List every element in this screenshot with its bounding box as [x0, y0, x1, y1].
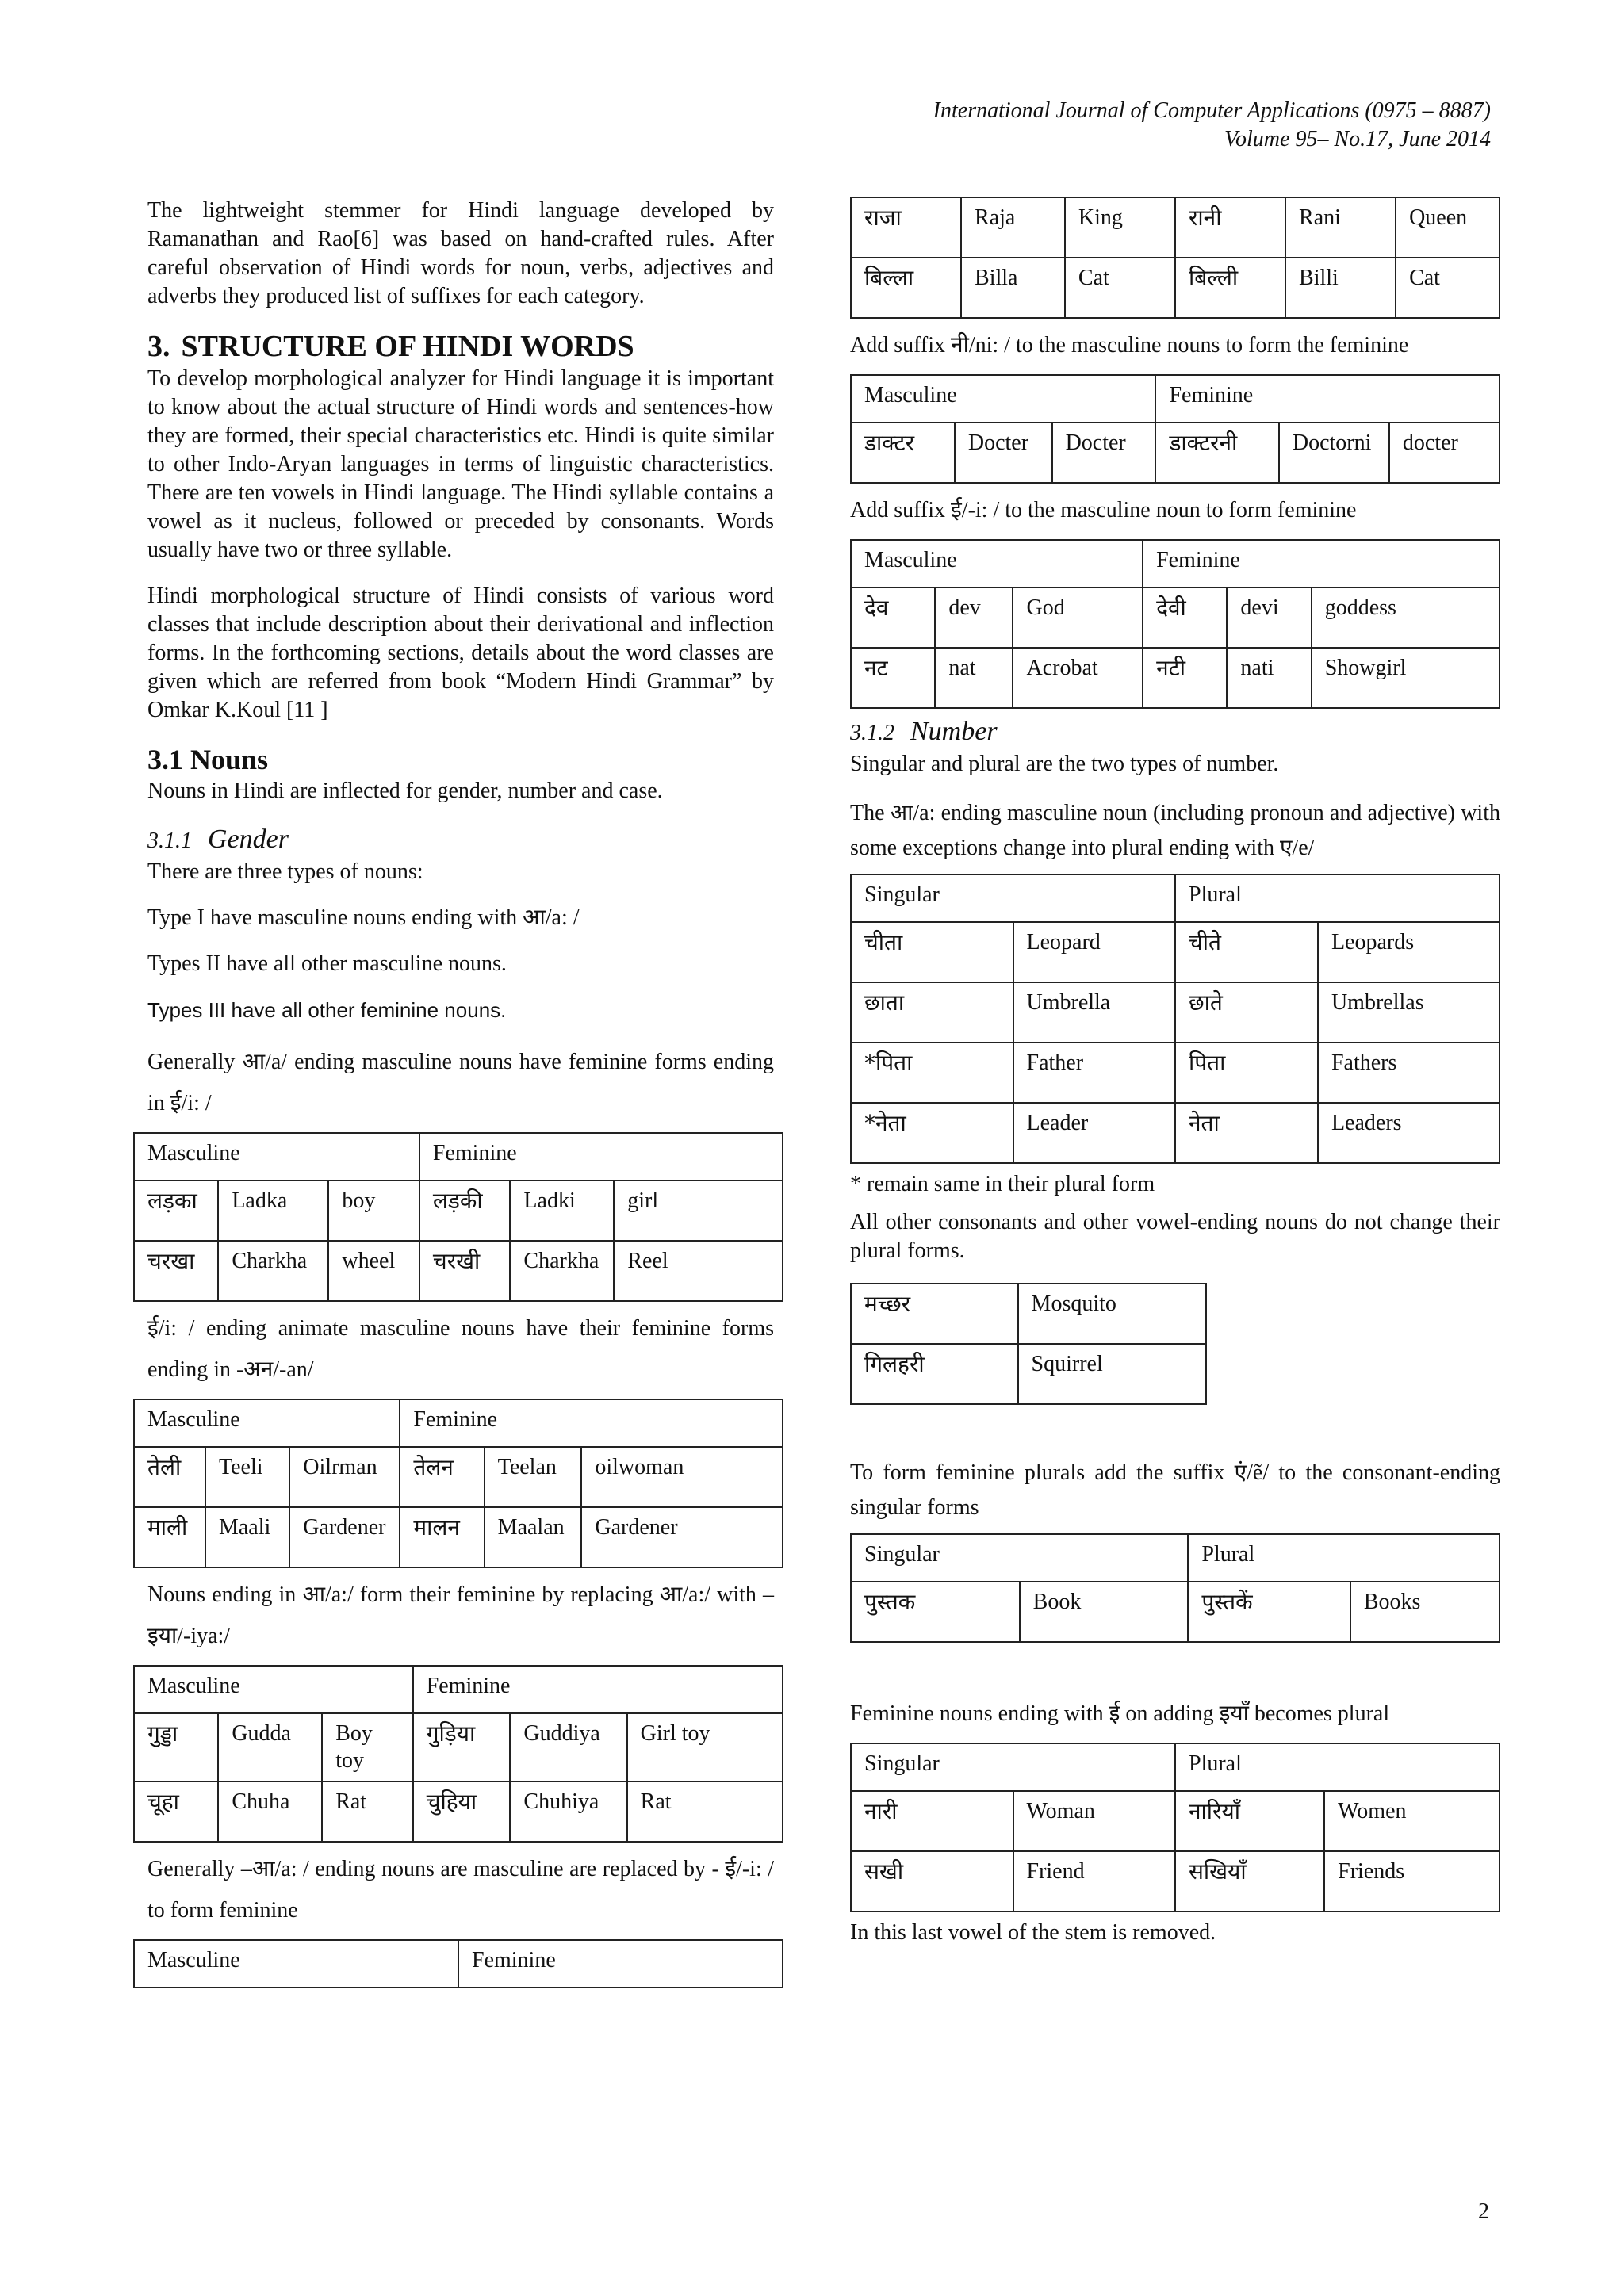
table-cell: Leaders: [1318, 1103, 1500, 1163]
subsection-number: 3.1.1: [147, 828, 192, 853]
rule-2-text: ई/i: / ending animate masculine nouns have their feminine forms ending in -अन/-an/: [147, 1316, 774, 1382]
table-cell: छाता: [851, 982, 1013, 1043]
table-row: [851, 648, 1500, 708]
table-cell: पिता: [1175, 1043, 1318, 1103]
table-cell: Women: [1324, 1791, 1500, 1851]
number-heading: [850, 715, 1500, 750]
table-cell: Cat: [1396, 258, 1500, 318]
table-gender-5: [850, 197, 1500, 319]
header-masculine: Masculine: [134, 1940, 458, 1988]
table-cell: God: [1013, 587, 1143, 648]
table-cell: Book: [1020, 1582, 1189, 1642]
table-cell: boy: [328, 1181, 419, 1241]
table-row: [851, 1103, 1500, 1163]
table-cell: Billi: [1285, 258, 1396, 318]
header-singular: Singular: [851, 874, 1175, 922]
header-masculine: Masculine: [851, 540, 1143, 587]
table-cell: goddess: [1312, 587, 1500, 648]
header-masculine: Masculine: [134, 1133, 419, 1181]
section-3-paragraph-2: Hindi morphological structure of Hindi consists of various word classes that include description about their derivational and inflection forms. In the forthcoming sections, details about the word classes are given which are referred from book “Modern Hindi Grammar” by Omkar K.Koul [11 ]: [147, 584, 774, 722]
table-gender-3: [133, 1665, 783, 1843]
table-gender-6: [850, 374, 1500, 484]
table-gender-4: [133, 1939, 783, 1988]
table-cell: Queen: [1396, 197, 1500, 258]
table-cell: Oilrman: [289, 1447, 400, 1507]
table-cell: राजा: [851, 197, 961, 258]
table-row: [134, 1181, 783, 1241]
table-cell: Rat: [322, 1781, 413, 1842]
table-cell: Acrobat: [1013, 648, 1143, 708]
note-2-text: In this last vowel of the stem is removed.: [850, 1920, 1216, 1945]
table-cell: रानी: [1175, 197, 1285, 258]
table-cell: King: [1065, 197, 1175, 258]
left-column: [147, 197, 774, 1995]
table-cell: पुस्तक: [851, 1582, 1020, 1642]
table-row: [851, 1344, 1206, 1404]
rule-1-text: Generally आ/a/ ending masculine nouns have feminine forms ending in ई/i: /: [147, 1050, 774, 1115]
table-cell: छाते: [1175, 982, 1318, 1043]
table-cell: नेता: [1175, 1103, 1318, 1163]
table-cell: चरखा: [134, 1241, 218, 1301]
spacer: [850, 1411, 1500, 1456]
table-cell: Fathers: [1318, 1043, 1500, 1103]
rule-8-text: All other consonants and other vowel-ending nouns do not change their plural forms.: [850, 1210, 1500, 1263]
header-plural: Plural: [1188, 1534, 1500, 1582]
type-3-text: Types III have all other feminine nouns.: [147, 998, 507, 1022]
table-header-row: [134, 1399, 783, 1447]
table-row: [134, 1507, 783, 1567]
table-cell: Woman: [1013, 1791, 1176, 1851]
spacer: [850, 1649, 1500, 1693]
table-cell: Charkha: [510, 1241, 614, 1301]
section-title: STRUCTURE OF HINDI WORDS: [181, 330, 634, 363]
table-gender-7: [850, 539, 1500, 709]
table-cell: Leader: [1013, 1103, 1176, 1163]
table-row: [134, 1447, 783, 1507]
table-header-row: [134, 1940, 783, 1988]
table-header-row: [851, 375, 1500, 423]
table-cell: नटी: [1143, 648, 1227, 708]
table-cell: नारियाँ: [1175, 1791, 1324, 1851]
table-cell: Mosquito: [1018, 1284, 1206, 1344]
intro-paragraph: The lightweight stemmer for Hindi language developed by Ramanathan and Rao[6] was based on hand-crafted rules. After careful observation of Hindi words for noun, verbs, adjectives and adverbs they produced list of suffixes for each category.: [147, 198, 774, 308]
rule-3-text: Nouns ending in आ/a:/ form their feminine by replacing आ/a:/ with –इया/-iya:/: [147, 1582, 774, 1648]
table-cell: Doctorni: [1279, 423, 1389, 483]
table-gender-1: [133, 1132, 783, 1302]
type-1-text: Type I have masculine nouns ending with आ/a: /: [147, 905, 580, 930]
table-cell: Rani: [1285, 197, 1396, 258]
table-header-row: [851, 1743, 1500, 1791]
table-cell: सखी: [851, 1851, 1013, 1911]
table-cell: Rat: [627, 1781, 783, 1842]
table-cell: Docter: [1052, 423, 1156, 483]
table-cell: बिल्ली: [1175, 258, 1285, 318]
nouns-paragraph: Nouns in Hindi are inflected for gender, number and case.: [147, 779, 663, 803]
table-number-4: [850, 1743, 1500, 1912]
section-3-heading: [147, 328, 774, 365]
header-feminine: Feminine: [413, 1666, 783, 1713]
table-cell: मालन: [400, 1507, 484, 1567]
table-cell: Maalan: [485, 1507, 582, 1567]
table-cell: Ladki: [510, 1181, 614, 1241]
table-cell: Docter: [955, 423, 1052, 483]
table-cell: oilwoman: [581, 1447, 783, 1507]
table-cell: Reel: [614, 1241, 783, 1301]
header-masculine: Masculine: [134, 1666, 413, 1713]
table-cell: नारी: [851, 1791, 1013, 1851]
rule-7-text: The आ/a: ending masculine noun (including pronoun and adjective) with some exceptions change into plural ending with ए/e/: [850, 801, 1500, 860]
table-cell: चूहा: [134, 1781, 218, 1842]
table-cell: चुहिया: [413, 1781, 511, 1842]
table-cell: *नेता: [851, 1103, 1013, 1163]
table-cell: सखियाँ: [1175, 1851, 1324, 1911]
table-cell: लड़की: [419, 1181, 511, 1241]
table-cell: Umbrella: [1013, 982, 1176, 1043]
table-cell: गुड़िया: [413, 1713, 511, 1781]
rule-10-text: Feminine nouns ending with ई on adding इयाँ becomes plural: [850, 1701, 1390, 1726]
table-row: [851, 1791, 1500, 1851]
table-cell: Raja: [961, 197, 1065, 258]
table-row: [851, 982, 1500, 1043]
header-masculine: Masculine: [134, 1399, 400, 1447]
table-row: [851, 587, 1500, 648]
header-plural: Plural: [1175, 874, 1500, 922]
table-cell: Teelan: [485, 1447, 582, 1507]
table-number-2: [850, 1283, 1207, 1405]
table-cell: nati: [1227, 648, 1311, 708]
header-plural: Plural: [1175, 1743, 1500, 1791]
gender-paragraph: There are three types of nouns:: [147, 859, 423, 884]
running-header: [933, 97, 1491, 154]
table-cell: Leopards: [1318, 922, 1500, 982]
table-row: [851, 423, 1500, 483]
table-cell: Leopard: [1013, 922, 1176, 982]
table-cell: Cat: [1065, 258, 1175, 318]
page-number: 2: [1478, 2199, 1489, 2224]
header-singular: Singular: [851, 1743, 1175, 1791]
table-cell: Guddiya: [510, 1713, 626, 1781]
table-header-row: [851, 540, 1500, 587]
table-gender-2: [133, 1399, 783, 1568]
table-cell: Billa: [961, 258, 1065, 318]
rule-5-text: Add suffix नी/ni: / to the masculine nouns to form the feminine: [850, 333, 1409, 358]
table-cell: माली: [134, 1507, 205, 1567]
table-row: [134, 1241, 783, 1301]
table-row: [851, 1043, 1500, 1103]
table-row: [851, 1582, 1500, 1642]
table-cell: मच्छर: [851, 1284, 1018, 1344]
table-cell: *पिता: [851, 1043, 1013, 1103]
number-paragraph: Singular and plural are the two types of number.: [850, 752, 1279, 776]
table-cell: Showgirl: [1312, 648, 1500, 708]
table-cell: Umbrellas: [1318, 982, 1500, 1043]
table-cell: Chuha: [218, 1781, 322, 1842]
header-masculine: Masculine: [851, 375, 1155, 423]
table-cell: देव: [851, 587, 935, 648]
table-header-row: [851, 1534, 1500, 1582]
right-column: [850, 197, 1500, 1965]
table-row: [851, 258, 1500, 318]
table-row: [851, 922, 1500, 982]
table-cell: Squirrel: [1018, 1344, 1206, 1404]
table-cell: Boy toy: [322, 1713, 413, 1781]
table-cell: चरखी: [419, 1241, 511, 1301]
table-cell: लड़का: [134, 1181, 218, 1241]
table-cell: डाक्टर: [851, 423, 955, 483]
gender-heading: [147, 823, 774, 858]
section-3-paragraph-1: To develop morphological analyzer for Hindi language it is important to know about the actual structure of Hindi words and sentences-how they are formed, their special characteristics etc. Hindi is quite similar to other Indo-Aryan languages in terms of linguistic characteristics. There are ten vowels in Hindi language. The Hindi syllable contains a vowel as it nucleus, followed or preceded by consonants. Words usually have two or three syllable.: [147, 366, 774, 562]
table-cell: बिल्ला: [851, 258, 961, 318]
table-row: [851, 1851, 1500, 1911]
section-number: 3.: [147, 330, 170, 363]
table-cell: Ladka: [218, 1181, 328, 1241]
table-cell: Books: [1350, 1582, 1500, 1642]
table-cell: nat: [935, 648, 1013, 708]
table-cell: देवी: [1143, 587, 1227, 648]
table-header-row: [134, 1133, 783, 1181]
note-1-text: * remain same in their plural form: [850, 1172, 1155, 1196]
header-feminine: Feminine: [419, 1133, 783, 1181]
table-row: [134, 1781, 783, 1842]
table-cell: devi: [1227, 587, 1311, 648]
nouns-heading: 3.1 Nouns: [147, 744, 269, 775]
rule-4-text: Generally –आ/a: / ending nouns are masculine are replaced by - ई/-i: / to form feminine: [147, 1857, 774, 1923]
table-cell: पुस्तकें: [1188, 1582, 1350, 1642]
table-cell: Gudda: [218, 1713, 322, 1781]
rule-6-text: Add suffix ई/-i: / to the masculine noun to form feminine: [850, 498, 1357, 522]
subsection-number: 3.1.2: [850, 721, 894, 745]
header-feminine: Feminine: [1155, 375, 1500, 423]
table-cell: गुड्डा: [134, 1713, 218, 1781]
rule-9-text: To form feminine plurals add the suffix एं/ẽ/ to the consonant-ending singular forms: [850, 1460, 1500, 1520]
subsection-title: Number: [910, 717, 998, 746]
table-cell: wheel: [328, 1241, 419, 1301]
header-feminine: Feminine: [458, 1940, 783, 1988]
table-cell: नट: [851, 648, 935, 708]
table-header-row: [851, 874, 1500, 922]
header-singular: Singular: [851, 1534, 1188, 1582]
table-cell: Teeli: [205, 1447, 289, 1507]
table-cell: Charkha: [218, 1241, 328, 1301]
table-cell: चीता: [851, 922, 1013, 982]
table-cell: Maali: [205, 1507, 289, 1567]
header-feminine: Feminine: [400, 1399, 783, 1447]
table-cell: Gardener: [289, 1507, 400, 1567]
table-cell: Father: [1013, 1043, 1176, 1103]
table-row: [851, 1284, 1206, 1344]
table-cell: गिलहरी: [851, 1344, 1018, 1404]
type-2-text: Types II have all other masculine nouns.: [147, 951, 507, 976]
table-cell: Chuhiya: [510, 1781, 626, 1842]
table-cell: तेलन: [400, 1447, 484, 1507]
subsection-title: Gender: [208, 825, 289, 854]
table-cell: girl: [614, 1181, 783, 1241]
table-cell: Friend: [1013, 1851, 1176, 1911]
table-cell: चीते: [1175, 922, 1318, 982]
table-number-1: [850, 874, 1500, 1164]
table-cell: Gardener: [581, 1507, 783, 1567]
table-row: [134, 1713, 783, 1781]
table-cell: Friends: [1324, 1851, 1500, 1911]
table-header-row: [134, 1666, 783, 1713]
table-cell: Girl toy: [627, 1713, 783, 1781]
table-cell: तेली: [134, 1447, 205, 1507]
table-row: [851, 197, 1500, 258]
journal-title: International Journal of Computer Applications (0975 – 8887): [933, 98, 1491, 123]
table-cell: dev: [935, 587, 1013, 648]
header-feminine: Feminine: [1143, 540, 1500, 587]
table-cell: docter: [1389, 423, 1500, 483]
table-number-3: [850, 1533, 1500, 1643]
journal-volume: Volume 95– No.17, June 2014: [1224, 127, 1491, 151]
table-cell: डाक्टरनी: [1155, 423, 1278, 483]
